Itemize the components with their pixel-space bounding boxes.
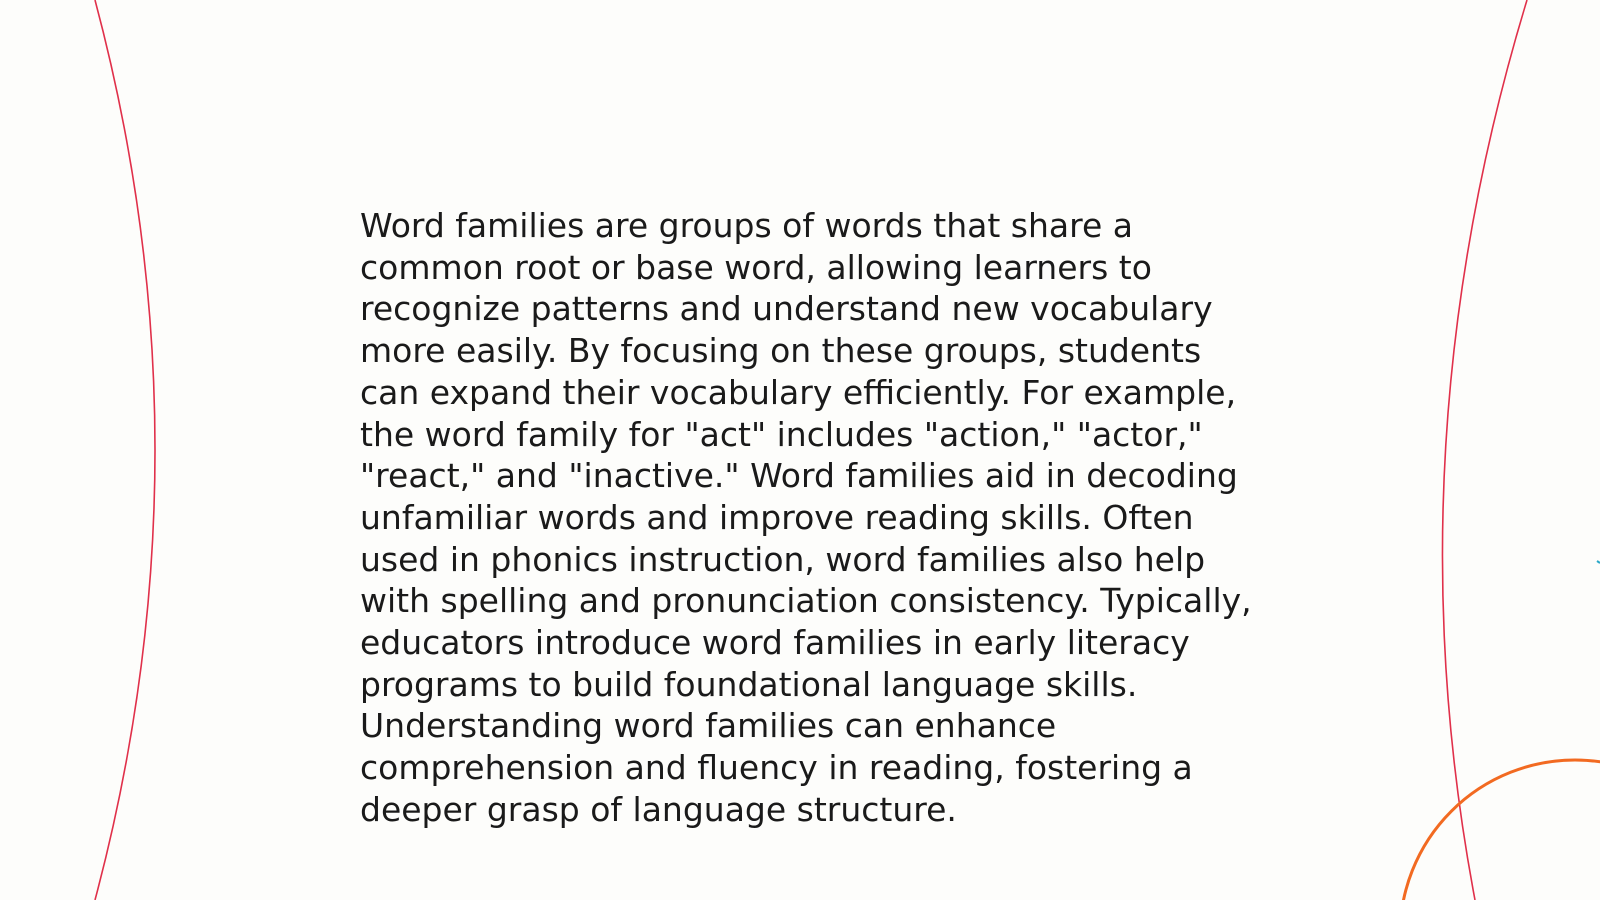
paragraph-line: used in phonics instruction, word families also help [360,539,1206,579]
paragraph-line: the word family for "act" includes "action," "actor," [360,414,1203,454]
paragraph-line: deeper grasp of language structure. [360,789,957,829]
left-curve [95,0,155,900]
right-curve [1442,0,1527,900]
paragraph-line: with spelling and pronunciation consistency. Typically, [360,581,1252,621]
paragraph-line: comprehension and fluency in reading, fostering a [360,748,1193,788]
body-paragraph [360,205,1260,831]
paragraph-line: unfamiliar words and improve reading skills. Often [360,497,1194,537]
paragraph-line: more easily. By focusing on these groups, students [360,331,1202,371]
orange-arc [1400,760,1600,900]
paragraph-line: educators introduce word families in early literacy [360,623,1190,663]
paragraph-line: programs to build foundational language skills. [360,664,1138,704]
paragraph-line: Understanding word families can enhance [360,706,1057,746]
paragraph-line: recognize patterns and understand new vocabulary [360,289,1213,329]
paragraph-line: can expand their vocabulary efficiently. For example, [360,372,1237,412]
paragraph-line: "react," and "inactive." Word families aid in decoding [360,456,1238,496]
paragraph-line: Word families are groups of words that share a [360,206,1133,245]
paragraph-line: common root or base word, allowing learners to [360,247,1152,287]
